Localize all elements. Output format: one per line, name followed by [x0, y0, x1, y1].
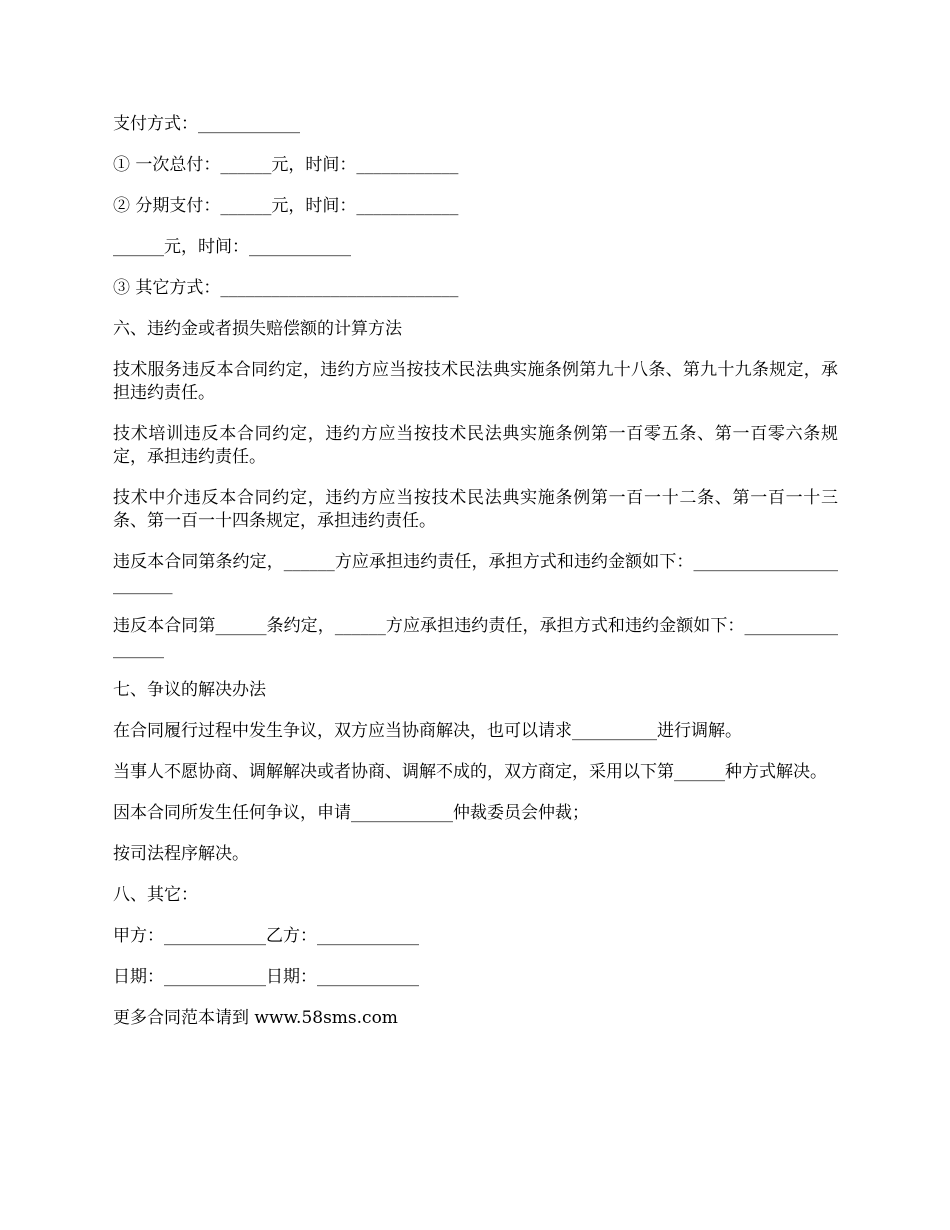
- website-footer: 更多合同范本请到 www.58sms.com: [113, 1008, 398, 1028]
- breach-clause-a: 违反本合同第条约定，______方应承担违约责任，承担方式和违约金额如下：________________________: [113, 552, 838, 595]
- other-payment: ③ 其它方式：____________________________: [113, 278, 459, 298]
- section-seven-heading: 七、争议的解决办法: [113, 680, 266, 700]
- installment-payment: ② 分期支付：______元，时间：____________: [113, 196, 459, 216]
- resolution-method-clause: 当事人不愿协商、调解解决或者协商、调解不成的，双方商定，采用以下第______种方式解决。: [113, 762, 827, 782]
- service-breach-clause: 技术服务违反本合同约定，违约方应当按技术民法典实施条例第九十八条、第九十九条规定，承担违约责任。: [113, 360, 838, 403]
- signature-dates: 日期：____________日期：____________: [113, 967, 419, 987]
- installment-payment-2: ______元，时间：____________: [113, 237, 351, 257]
- section-eight-heading: 八、其它：: [113, 885, 198, 905]
- training-breach-clause: 技术培训违反本合同约定，违约方应当按技术民法典实施条例第一百零五条、第一百零六条规定，承担违约责任。: [113, 424, 838, 467]
- lump-sum-payment: ① 一次总付：______元，时间：____________: [113, 155, 459, 175]
- section-six-heading: 六、违约金或者损失赔偿额的计算方法: [113, 319, 402, 339]
- payment-method: 支付方式：____________: [113, 114, 300, 134]
- arbitration-clause: 因本合同所发生任何争议，申请____________仲裁委员会仲裁；: [113, 803, 589, 823]
- breach-clause-b: 违反本合同第______条约定，______方应承担违约责任，承担方式和违约金额如下：_________________: [113, 616, 838, 659]
- mediation-clause: 在合同履行过程中发生争议，双方应当协商解决，也可以请求__________进行调解。: [113, 721, 742, 741]
- party-signatures: 甲方：____________乙方：____________: [113, 926, 419, 946]
- judicial-clause: 按司法程序解决。: [113, 844, 249, 864]
- intermediary-breach-clause: 技术中介违反本合同约定，违约方应当按技术民法典实施条例第一百一十二条、第一百一十三条、第一百一十四条规定，承担违约责任。: [113, 488, 838, 531]
